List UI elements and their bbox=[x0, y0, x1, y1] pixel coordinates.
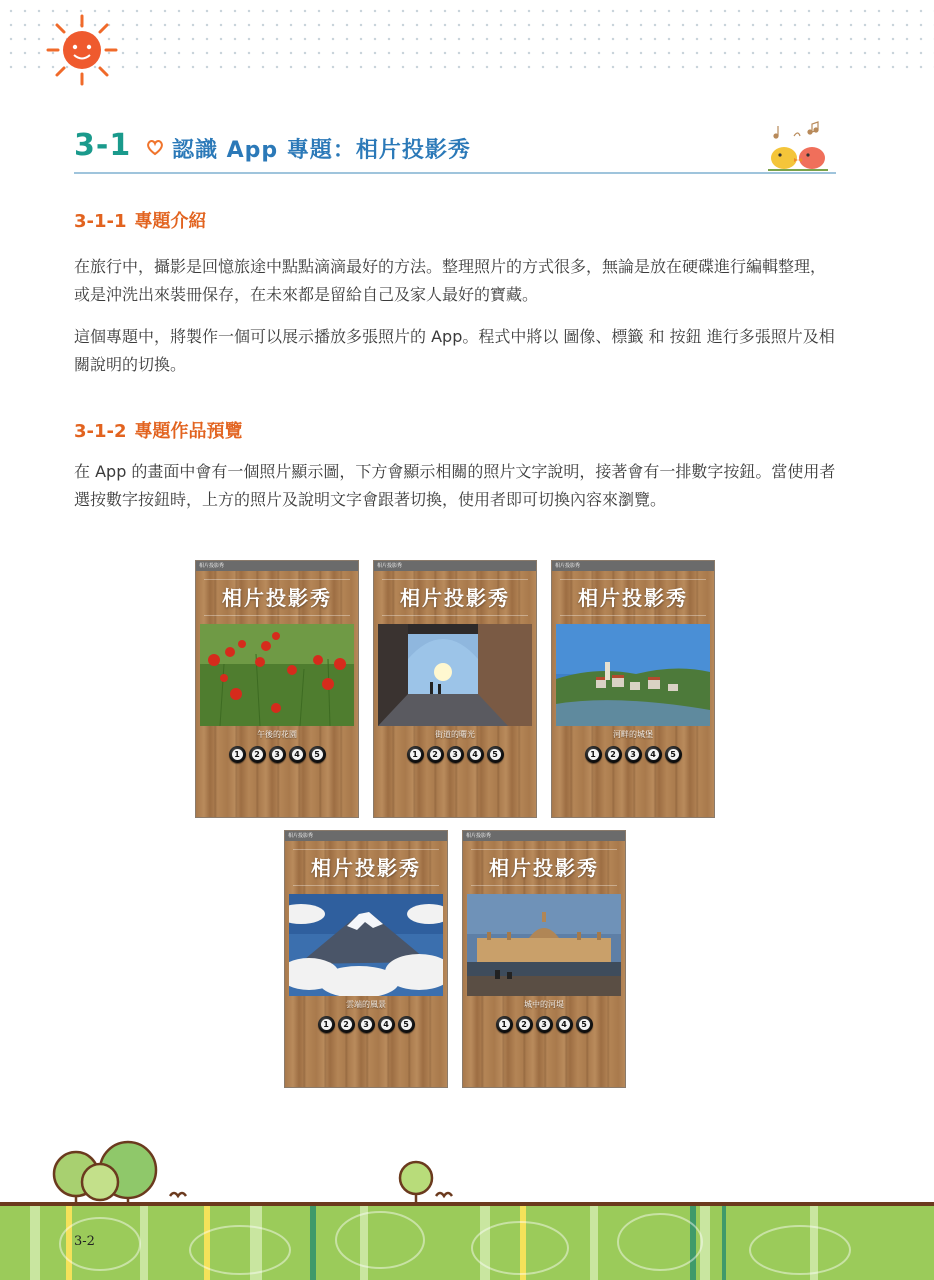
photo-caption: 城中的河堤 bbox=[524, 1000, 564, 1009]
page-number: 3-2 bbox=[74, 1234, 95, 1249]
number-button-1[interactable]: 1 bbox=[318, 1016, 335, 1033]
grass-footer-decoration bbox=[0, 1140, 934, 1280]
section-heading-preview bbox=[74, 417, 243, 443]
number-button-4[interactable]: 4 bbox=[378, 1016, 395, 1033]
chapter-heading bbox=[74, 128, 836, 174]
app-screenshot bbox=[462, 830, 626, 1088]
city-riverbank-photo bbox=[467, 894, 621, 996]
number-button-5[interactable]: 5 bbox=[487, 746, 504, 763]
chapter-title: 認識 App 專題：相片投影秀 bbox=[172, 138, 471, 163]
app-title: 相片投影秀 bbox=[293, 849, 439, 886]
app-title: 相片投影秀 bbox=[382, 579, 528, 616]
photo-caption: 雲端的風景 bbox=[346, 1000, 386, 1009]
statusbar-label: 相片投影秀 bbox=[285, 831, 447, 841]
number-button-3[interactable]: 3 bbox=[536, 1016, 553, 1033]
app-title: 相片投影秀 bbox=[471, 849, 617, 886]
poppy-field-photo bbox=[200, 624, 354, 726]
dotted-header-band bbox=[0, 0, 934, 80]
number-button-3[interactable]: 3 bbox=[625, 746, 642, 763]
paragraph: 這個專題中，將製作一個可以展示播放多張照片的 App。程式中將以 圖像、標籤 和 按鈕 進行多張照片及相關說明的切換。 bbox=[74, 327, 835, 374]
number-button-row bbox=[285, 1016, 447, 1033]
number-button-4[interactable]: 4 bbox=[467, 746, 484, 763]
section-number: 3-1-1 bbox=[74, 211, 127, 232]
section-title: 專題介紹 bbox=[134, 211, 207, 232]
number-button-1[interactable]: 1 bbox=[407, 746, 424, 763]
statusbar-label: 相片投影秀 bbox=[552, 561, 714, 571]
sun-icon bbox=[44, 14, 120, 86]
number-button-3[interactable]: 3 bbox=[358, 1016, 375, 1033]
photo-caption: 河畔的城堡 bbox=[613, 730, 653, 739]
app-title: 相片投影秀 bbox=[204, 579, 350, 616]
header-fade bbox=[0, 78, 934, 92]
number-button-1[interactable]: 1 bbox=[585, 746, 602, 763]
number-button-2[interactable]: 2 bbox=[605, 746, 622, 763]
photo-caption: 午後的花園 bbox=[257, 730, 297, 739]
number-button-3[interactable]: 3 bbox=[447, 746, 464, 763]
number-button-5[interactable]: 5 bbox=[309, 746, 326, 763]
number-button-2[interactable]: 2 bbox=[249, 746, 266, 763]
mountain-clouds-photo bbox=[289, 894, 443, 996]
number-button-4[interactable]: 4 bbox=[556, 1016, 573, 1033]
number-button-3[interactable]: 3 bbox=[269, 746, 286, 763]
photo-caption: 街道的曙光 bbox=[435, 730, 475, 739]
section-number: 3-1-2 bbox=[74, 421, 127, 442]
number-button-2[interactable]: 2 bbox=[516, 1016, 533, 1033]
number-button-1[interactable]: 1 bbox=[229, 746, 246, 763]
paragraph: 在 App 的畫面中會有一個照片顯示圖，下方會顯示相關的照片文字說明，接著會有一排數字按鈕。當使用者選按數字按鈕時，上方的照片及說明文字會跟著切換，使用者即可切換內容來瀏覽。 bbox=[74, 462, 836, 509]
statusbar-label: 相片投影秀 bbox=[196, 561, 358, 571]
statusbar-label: 相片投影秀 bbox=[374, 561, 536, 571]
number-button-2[interactable]: 2 bbox=[427, 746, 444, 763]
heart-icon bbox=[146, 138, 164, 156]
number-button-2[interactable]: 2 bbox=[338, 1016, 355, 1033]
sunrise-street-photo bbox=[378, 624, 532, 726]
app-screenshot bbox=[373, 560, 537, 818]
number-button-5[interactable]: 5 bbox=[398, 1016, 415, 1033]
number-button-row bbox=[374, 746, 536, 763]
number-button-5[interactable]: 5 bbox=[665, 746, 682, 763]
app-title: 相片投影秀 bbox=[560, 579, 706, 616]
app-screenshot bbox=[195, 560, 359, 818]
section-title: 專題作品預覽 bbox=[134, 421, 243, 442]
number-button-row bbox=[196, 746, 358, 763]
section-heading-intro bbox=[74, 207, 207, 233]
paragraph: 在旅行中，攝影是回憶旅途中點點滴滴最好的方法。整理照片的方式很多，無論是放在硬碟進行編輯整理，或是沖洗出來裝冊保存，在未來都是留給自己及家人最好的寶藏。 bbox=[74, 257, 827, 304]
number-button-4[interactable]: 4 bbox=[289, 746, 306, 763]
birds-icon bbox=[760, 120, 836, 172]
number-button-row bbox=[463, 1016, 625, 1033]
number-button-5[interactable]: 5 bbox=[576, 1016, 593, 1033]
number-button-4[interactable]: 4 bbox=[645, 746, 662, 763]
riverside-castle-photo bbox=[556, 624, 710, 726]
app-screenshot bbox=[551, 560, 715, 818]
app-screenshot bbox=[284, 830, 448, 1088]
chapter-number: 3-1 bbox=[74, 128, 132, 163]
number-button-1[interactable]: 1 bbox=[496, 1016, 513, 1033]
number-button-row bbox=[552, 746, 714, 763]
statusbar-label: 相片投影秀 bbox=[463, 831, 625, 841]
